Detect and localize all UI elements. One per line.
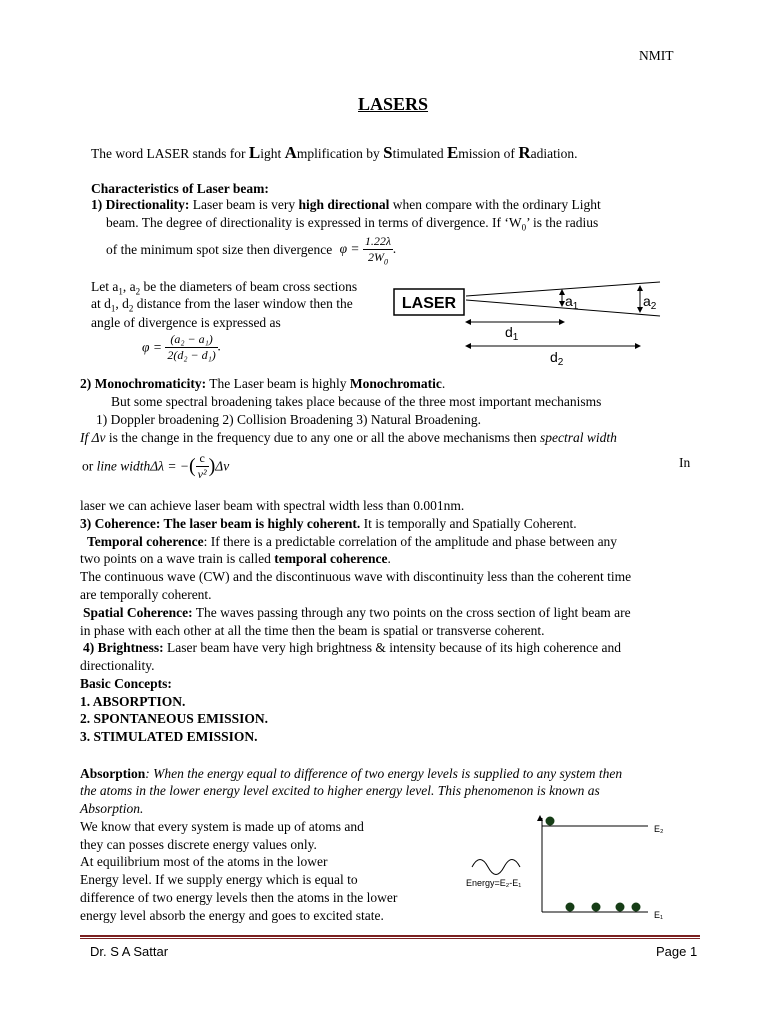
atom-ground [592,903,601,912]
intro-line: The word LASER stands for Light Amplification by Stimulated Emission of Radiation. [91,143,578,162]
absorption-text-2: they can posses discrete energy values only. [80,837,317,852]
spatial-line2: in phase with each other at all the time then the beam is spatial or transverse coherent. [80,623,545,638]
basic-heading: Basic Concepts: [80,676,172,691]
coherence-line: 3) Coherence: The laser beam is highly coherent. It is temporally and Spatially Coherent. [80,516,577,531]
page-title: LASERS [358,94,429,114]
in-word: In [679,455,691,470]
a1-label: $a_1$ [565,293,579,312]
let-line2: at $d_1$, $d_2$ distance from the laser window then the [91,296,353,314]
atom-ground [632,903,641,912]
characteristics-heading: Characteristics of Laser beam: [91,181,269,196]
basic-item-2: 2. SPONTANEOUS EMISSION. [80,711,269,726]
temporal-line1: Temporal coherence: If there is a predictable correlation of the amplitude and phase between any [87,534,618,549]
footer-rule [80,935,700,937]
basic-item-1: 1. ABSORPTION. [80,694,186,709]
mono-line2: But some spectral broadening takes place because of the three most important mechanisms [111,394,602,409]
absorption-def-line3: Absorption. [80,801,144,816]
directionality-line1: 1) Directionality: Laser beam is very high directional when compare with the ordinary Light [91,197,601,212]
absorption-text-5: difference of two energy levels then the atoms in the lower [80,890,398,905]
e2-label: E₂ [654,824,664,834]
laser-spectral-line: laser we can achieve laser beam with spectral width less than 0.001nm. [80,498,465,513]
mono-line1: 2) Monochromaticity: The Laser beam is highly Monochromatic. [80,376,446,391]
footer-rule-thin [80,938,700,939]
d1-label: $d_1$ [505,324,519,343]
header-org: NMIT [639,48,674,63]
if-line: If Δν is the change in the frequency due to any one or all the above mechanisms then spectral width [80,430,617,445]
directionality-line2: beam. The degree of directionality is expressed in terms of divergence. If ‘$W_0$’ is the radius [106,215,599,233]
laser-divergence-diagram [390,280,670,370]
absorption-text-3: At equilibrium most of the atoms in the lower [80,854,328,869]
atom-ground [616,903,625,912]
temporal-line2: two points on a wave train is called temporal coherence. [80,551,391,566]
e1-label: E₁ [654,910,664,920]
absorption-text-4: Energy level. If we supply energy which is equal to [80,872,358,887]
let-line1: Let $a_1$, $a_2$ be the diameters of beam cross sections [91,279,358,297]
absorption-text-1: We know that every system is made up of atoms and [80,819,364,834]
absorption-def-line2: the atoms in the lower energy level excited to higher energy level. This phenomenon is known as [80,783,600,798]
beam-upper-edge [466,282,660,296]
footer-author: Dr. S A Sattar [90,944,169,959]
energy-level-diagram [462,812,702,922]
d2-label: $d_2$ [550,349,564,368]
angle-formula: φ = $\frac{\text{(a₂ − a₁)}}{\text{2(d₂ − d₁)}}$ . [142,332,222,362]
beam-lower-edge [466,300,660,316]
brightness-line2: directionality. [80,658,155,673]
absorption-text-6: energy level absorb the energy and goes to excited state. [80,908,384,923]
cw-line2: are temporally coherent. [80,587,212,602]
mono-line3: 1) Doppler broadening 2) Collision Broadening 3) Natural Broadening. [96,412,482,427]
atom-excited [546,817,555,826]
laser-box-label: LASER [401,295,457,312]
photon-wave [472,860,520,875]
brightness-line1: 4) Brightness: Laser beam have very high brightness & intensity because of its high coherence and [83,640,621,655]
energy-label: Energy=E₂-E₁ [466,878,522,888]
divergence-formula: φ = $\frac{1.22\lambda}{2W_0}$ . [339,234,397,267]
linewidth-formula: or line widthΔλ = −( $\frac{c}{\text{ν²}}$ )Δν [82,451,230,481]
let-line3: angle of divergence is expressed as [91,315,281,330]
directionality-line3: of the minimum spot size then divergence φ = $\frac{1.22\lambda}{2W_0}$ . [106,234,397,267]
basic-item-3: 3. STIMULATED EMISSION. [80,729,258,744]
absorption-def-line1: Absorption: When the energy equal to difference of two energy levels is supplied to any system then [80,766,623,781]
cw-line1: The continuous wave (CW) and the discontinuous wave with discontinuity less than the coherent time [80,569,632,584]
atom-ground [566,903,575,912]
spatial-line1: Spatial Coherence: The waves passing through any two points on the cross section of light beam are [83,605,631,620]
a2-label: $a_2$ [643,293,657,312]
footer-page: Page 1 [656,944,698,959]
